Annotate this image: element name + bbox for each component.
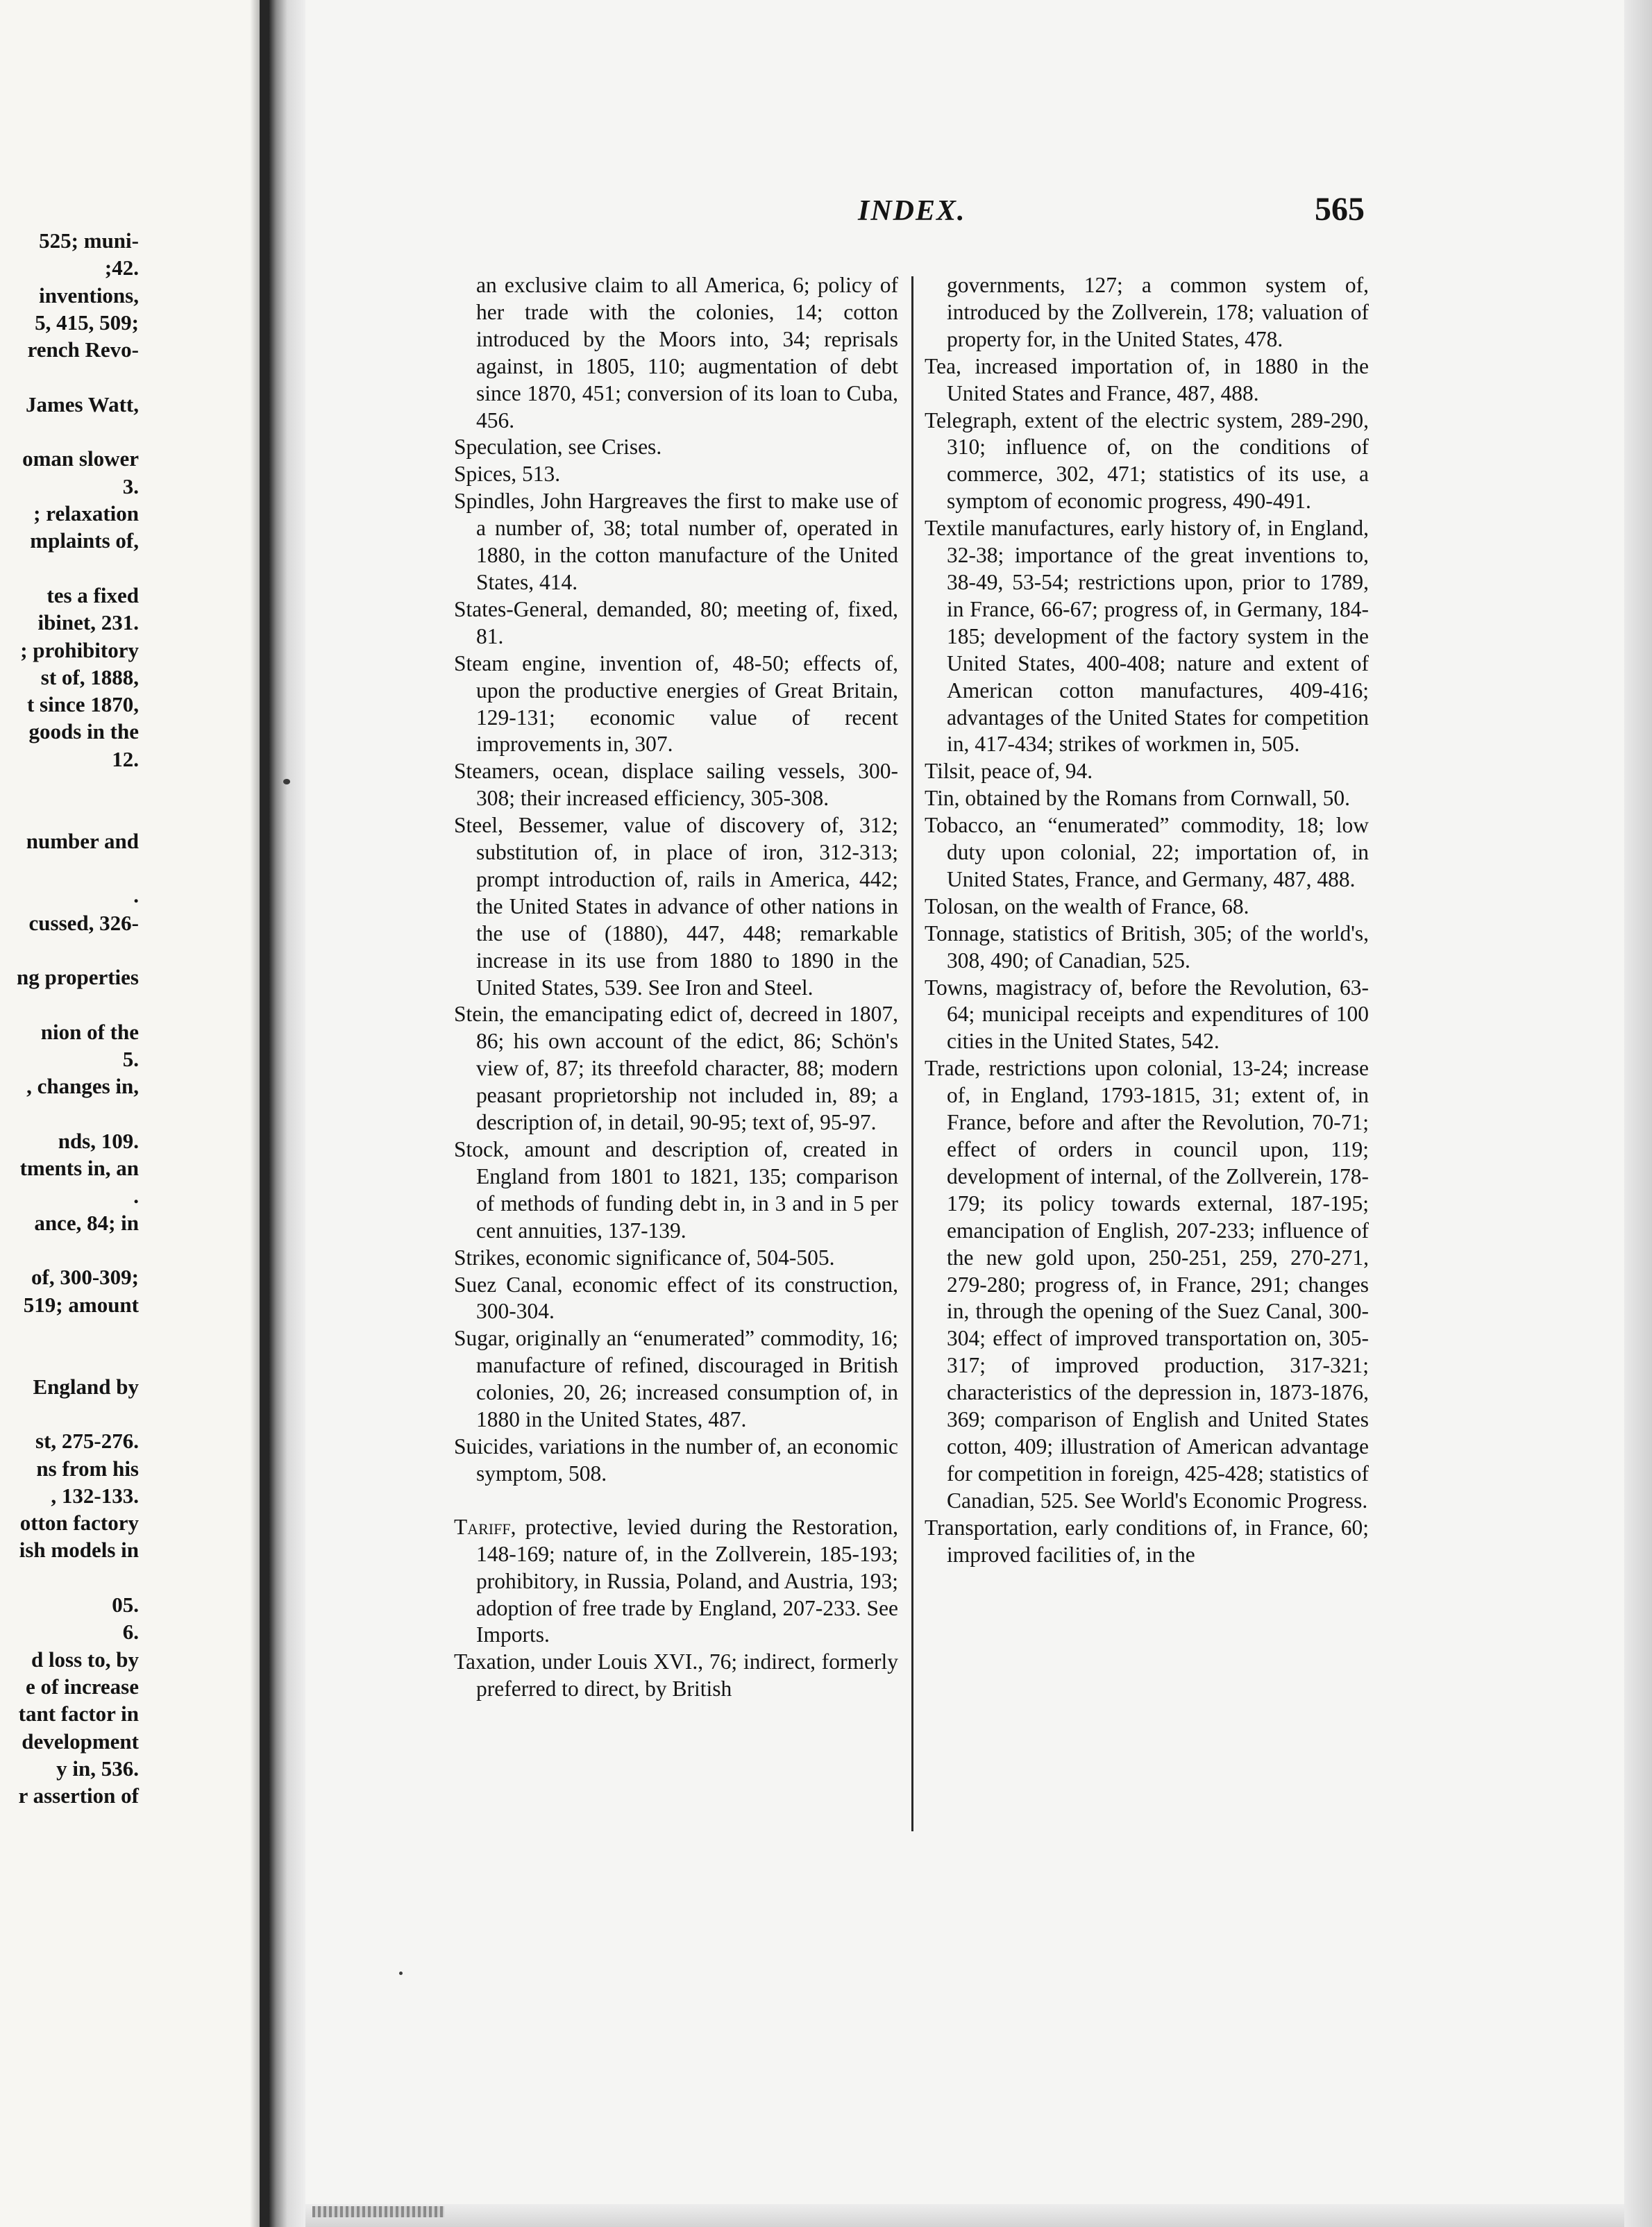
index-entry-head: States-General, <box>454 596 589 621</box>
index-entry <box>454 488 898 596</box>
index-entry <box>454 1434 898 1488</box>
left-page-line: y in, 536. <box>56 1756 139 1781</box>
left-page-line: . <box>133 883 139 908</box>
left-page-line: st of, 1888, <box>40 664 139 689</box>
index-entry-text: magistracy of, before the Revolution, 63-64; municipal receipts and expenditures of 100 cities in the United States, 542. <box>947 975 1369 1054</box>
index-entry-text: an “enumerated” commodity, 18; low duty upon colonial, 22; importation of, in United States, France, and Germany, 487, 488. <box>947 813 1369 891</box>
index-entry-text: restrictions upon colonial, 13-24; increase of, in England, 1793-1815, 31; extent of, in France, before and after the Revolution, 70-71; effect of orders in council upon, 119; development of internal, of the Zollverein, 178-179; its policy towards external, 187-195; emancipation of English, 207-233; influence of the new gold upon, 250-251, 259, 270-271, 279-280; progress of, in France, 291; changes in, through the opening of the Suez Canal, 300-304; effect of improved transportation on, 305-317; of improved production, 317-321; characteristics of the depression in, 1873-1876, 369; comparison of English and United States cotton, 409; illustration of American advantage for competition in foreign, 425-428; statistics of Canadian, 525. See World's Economic Progress. <box>947 1056 1369 1513</box>
left-page-line: 05. <box>112 1592 139 1617</box>
index-entry-head: Speculation, <box>454 435 563 460</box>
index-entry-text: early history of, in England, 32-38; importance of the great inventions to, 38-49, 53-54; restrictions upon, prior to 1789, in France, 66-67; progress of, in Germany, 184-185; development of the factory system in the United States, 400-408; nature and extent of American cotton manufactures, 409-416; advantages of the United States for competition in, 417-434; strikes of workmen in, 505. <box>947 516 1369 757</box>
left-page-line: goods in the <box>28 719 139 744</box>
index-entry-text: originally an “enumerated” commodity, 16; manufacture of refined, discouraged in British colonies, 20, 26; increased consumption of, in 1880 in the United States, 487. <box>476 1326 898 1432</box>
left-page-line: 12. <box>112 746 139 771</box>
left-page-line: 5. <box>122 1047 139 1071</box>
index-entry <box>454 596 898 650</box>
left-page-line: development <box>22 1729 139 1754</box>
index-entry-text: demanded, 80; meeting of, fixed, 81. <box>476 596 898 648</box>
index-entry-head: Tea, <box>925 353 961 378</box>
index-entry-head: Telegraph, <box>925 407 1018 432</box>
index-entry <box>925 975 1369 1056</box>
index-entry <box>454 758 898 812</box>
index-entry-head: Stein, <box>454 1002 505 1027</box>
index-entry-head: Tilsit, <box>925 759 976 784</box>
index-entry-head: Steam engine, <box>454 650 587 675</box>
index-entry-text: John Hargreaves the first to make use of a number of, 38; total number of, operated in 1880, in the cotton manufacture of the United States, 414. <box>476 489 898 594</box>
left-page-line: James Watt, <box>25 392 139 417</box>
index-entry-text: under Louis XVI., 76; indirect, formerly preferred to direct, by British <box>476 1649 899 1701</box>
index-entry-text: economic effect of its construction, 300-304. <box>476 1272 898 1324</box>
index-entry <box>454 1001 898 1136</box>
index-entry-text: protective, levied during the Restoration, 148-169; nature of, in the Zollverein, 185-193; prohibitory, in Russia, Poland, and Austria, 193; adoption of free trade by England, 207-233. See Imports. <box>476 1514 899 1647</box>
left-page-line: ns from his <box>36 1456 139 1481</box>
index-entry <box>925 407 1369 516</box>
index-entry-text: extent of the electric system, 289-290, 310; influence of, on the conditions of commerce, 302, 471; statistics of its use, a symptom of economic progress, 490-491. <box>947 407 1369 514</box>
left-page-line: ; relaxation <box>33 501 139 526</box>
left-page-line: ance, 84; in <box>34 1210 139 1235</box>
index-entry-text: obtained by the Romans from Cornwall, 50. <box>965 786 1351 811</box>
index-entry <box>454 1514 898 1649</box>
index-entry-text: increased importation of, in 1880 in the United States and France, 487, 488. <box>947 353 1369 405</box>
index-entry-head: Steel, <box>454 813 503 838</box>
index-entry-head: Suez Canal, <box>454 1272 563 1297</box>
left-page-line: tant factor in <box>18 1701 139 1726</box>
left-page-line: nds, 109. <box>58 1128 139 1153</box>
index-entry-head: Stock, <box>454 1137 509 1161</box>
index-entry <box>454 1649 898 1703</box>
left-page-line: inventions, <box>39 283 139 308</box>
index-entry-head: Tobacco, <box>925 813 1004 838</box>
index-entry-text: the emancipating edict of, decreed in 1807, 86; his own account of the edict, 86; Schön's view of, 87; its threefold character, 88; modern peasant proprietorship not included in, 89; a description of, in detail, 90-95; text of, 95-97. <box>476 1002 899 1135</box>
index-entry-head: Spindles, <box>454 489 535 514</box>
left-page-line: of, 300-309; <box>31 1265 139 1290</box>
index-entry-head: Suicides, <box>454 1434 534 1459</box>
index-entry-head: Tonnage, <box>925 921 1005 946</box>
index-column-left <box>454 272 898 1703</box>
left-page-line: ;42. <box>104 255 139 280</box>
index-entry-text: economic significance of, 504-505. <box>525 1245 835 1270</box>
index-entry <box>454 812 898 1001</box>
index-entry-text: 513. <box>522 462 561 487</box>
index-entry-head: Tin, <box>925 786 960 811</box>
index-entry <box>925 272 1369 353</box>
page-seam <box>269 0 305 2227</box>
left-page-line: e of increase <box>26 1674 139 1699</box>
index-entry <box>925 515 1369 758</box>
index-entry-text: statistics of British, 305; of the world's, 308, 490; of Canadian, 525. <box>947 921 1369 973</box>
left-page-line: ng properties <box>17 965 139 990</box>
index-entry-head: Sugar, <box>454 1326 510 1351</box>
gutter-edge <box>260 0 269 2227</box>
left-page-line: t since 1870, <box>26 692 139 717</box>
index-entry <box>925 893 1369 921</box>
left-page-line: oman slower <box>22 446 139 471</box>
index-column-right <box>925 272 1369 1569</box>
index-entry-text: Bessemer, value of discovery of, 312; substitution of, in place of iron, 312-313; prompt introduction of, rails in America, 442; the United States in advance of other nations in the use of (1880), 447, 448; remarkable increase in its use from 1880 to 1890 in the United States, 539. See Iron and Steel. <box>476 813 899 1000</box>
left-page-line: 6. <box>122 1620 139 1645</box>
index-entry <box>925 1515 1369 1569</box>
left-page-line: ibinet, 231. <box>37 610 139 635</box>
index-entry-text: amount and description of, created in England from 1801 to 1821, 135; comparison of methods of funding debt in, in 3 and in 5 per cent annuities, 137-139. <box>476 1137 899 1243</box>
scan-speck <box>283 779 290 784</box>
left-page-line: . <box>133 1183 139 1208</box>
index-entry <box>925 758 1369 785</box>
index-entry-head: Towns, <box>925 975 988 1000</box>
index-entry <box>454 1136 898 1245</box>
left-page-line: ; prohibitory <box>20 637 139 662</box>
binding-tape <box>312 2206 444 2217</box>
index-entry <box>454 272 898 434</box>
page-number: 565 <box>1315 191 1365 228</box>
left-page-line: tes a fixed <box>47 582 139 607</box>
index-entry <box>454 1272 898 1326</box>
index-entry-head: Tolosan, <box>925 893 1000 918</box>
index-entry-text: early conditions of, in France, 60; improved facilities of, in the <box>947 1515 1369 1567</box>
left-page-line: tments in, an <box>19 1156 139 1181</box>
left-page-line: ish models in <box>19 1538 139 1563</box>
index-entry <box>925 353 1369 407</box>
index-entry-head: Strikes, <box>454 1245 521 1270</box>
left-page-line: 525; muni- <box>39 228 139 253</box>
running-head: INDEX. <box>858 195 966 227</box>
left-page-line: r assertion of <box>18 1783 139 1808</box>
index-entry-text: variations in the number of, an economic symptom, 508. <box>476 1434 898 1486</box>
left-page-line: otton factory <box>19 1511 139 1536</box>
page-bottom-edge <box>305 2204 1624 2227</box>
left-page-line: England by <box>33 1374 139 1399</box>
index-entry-head: Textile manufactures, <box>925 516 1115 541</box>
index-entry-text: peace of, 94. <box>981 759 1093 784</box>
index-entry <box>925 812 1369 893</box>
left-page-line: nion of the <box>40 1019 139 1044</box>
index-entry <box>454 461 898 488</box>
left-page-fragment <box>0 0 269 2227</box>
left-page-line: mplaints of, <box>30 528 139 553</box>
left-page-line: 519; amount <box>23 1292 139 1317</box>
index-entry <box>454 650 898 759</box>
index-entry <box>925 921 1369 975</box>
index-entry-text: governments, 127; a common system of, introduced by the Zollverein, 178; valuation of property for, in the United States, 478. <box>947 273 1369 351</box>
left-page-line: 5, 415, 509; <box>35 310 139 335</box>
left-page-line: rench Revo- <box>27 337 139 362</box>
index-entry-head: Spices, <box>454 462 517 487</box>
index-entry-head: Transportation, <box>925 1515 1059 1540</box>
index-entry <box>454 1325 898 1434</box>
index-entry <box>925 1055 1369 1514</box>
index-entry <box>925 785 1369 812</box>
gutter-shadow <box>250 0 260 2227</box>
scan-speck <box>399 1972 403 1975</box>
left-page-line: 3. <box>122 473 139 498</box>
index-entry-head: Taxation, <box>454 1649 536 1674</box>
left-page-line: d loss to, by <box>31 1647 139 1672</box>
left-page-line: cussed, 326- <box>28 910 139 935</box>
index-entry-text: on the wealth of France, 68. <box>1004 893 1249 918</box>
page-right-edge <box>1624 0 1652 2227</box>
column-rule <box>911 276 913 1831</box>
index-entry-text: see Crises. <box>568 435 662 460</box>
index-entry-text: ocean, displace sailing vessels, 300-308; their increased efficiency, 305-308. <box>476 759 898 811</box>
index-entry-head: Steamers, <box>454 759 540 784</box>
left-page-line: st, 275-276. <box>35 1429 139 1454</box>
index-entry-head: Tariff, <box>454 1514 516 1539</box>
left-page-line: number and <box>26 828 139 853</box>
left-page-line: , changes in, <box>26 1074 139 1099</box>
index-entry <box>454 434 898 461</box>
index-entry-text: an exclusive claim to all America, 6; policy of her trade with the colonies, 14; cotton introduced by the Moors into, 34; reprisals against, in 1805, 110; augmentation of debt since 1870, 451; conversion of its loan to Cuba, 456. <box>476 273 898 432</box>
left-page-line: , 132-133. <box>51 1483 139 1508</box>
index-entry <box>454 1245 898 1272</box>
index-entry-text: invention of, 48-50; effects of, upon the productive energies of Great Britain, 129-131; economic value of recent improvements in, 307. <box>476 650 899 757</box>
index-entry-head: Trade, <box>925 1056 981 1081</box>
